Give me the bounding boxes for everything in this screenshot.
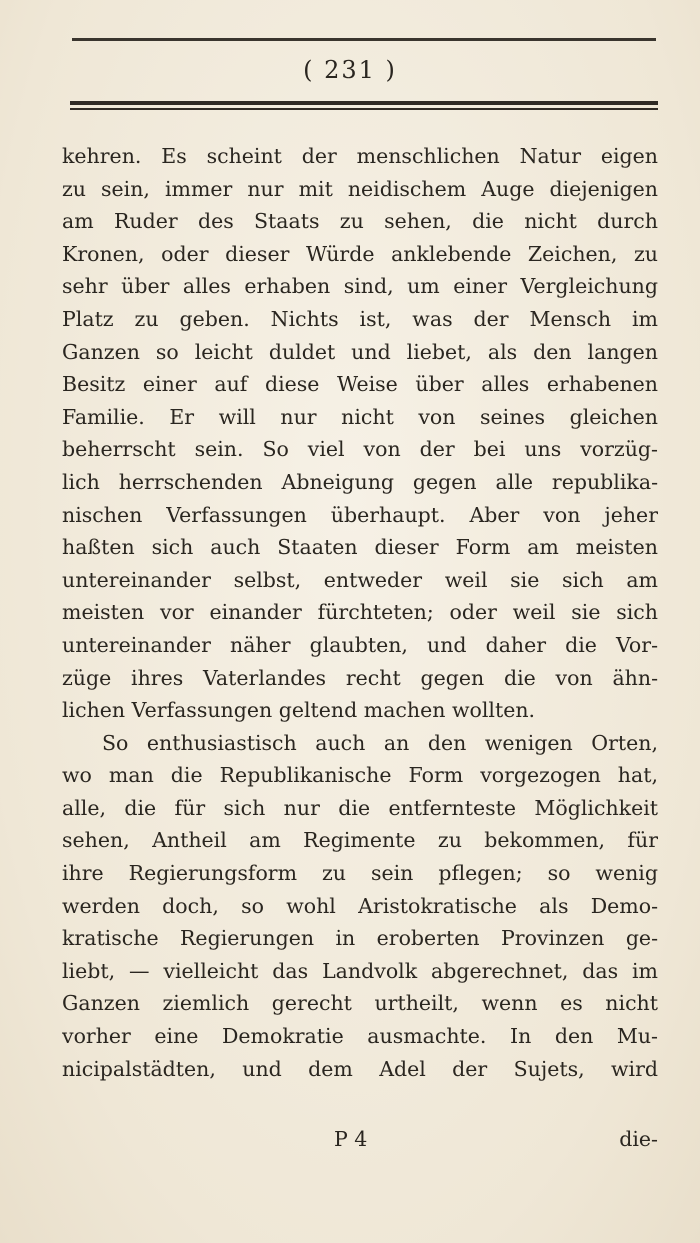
header-rule-thick <box>70 101 658 105</box>
text-line: züge ihres Vaterlandes recht gegen die von ähn- <box>62 665 658 690</box>
signature-mark: P 4 <box>334 1127 368 1151</box>
text-line: liebt, — vielleicht das Landvolk abgerechnet, das im <box>62 958 658 983</box>
text-line: Ganzen ziemlich gerecht urtheilt, wenn es nicht <box>62 991 658 1016</box>
text-line: lichen Verfassungen geltend machen wollten. <box>62 698 536 723</box>
text-line: alle, die für sich nur die entfernteste Möglichkeit <box>62 795 658 820</box>
text-line: vorher eine Demokratie ausmachte. In den Mu- <box>62 1024 658 1049</box>
text-line: sehen, Antheil am Regimente zu bekommen, für <box>62 828 658 853</box>
text-line: beherrscht sein. So viel von der bei uns vorzüg- <box>62 437 658 462</box>
text-line: am Ruder des Staats zu sehen, die nicht durch <box>62 209 658 234</box>
text-line: So enthusiastisch auch an den wenigen Orten, <box>102 730 658 755</box>
text-line: kehren. Es scheint der menschlichen Natur eigen <box>62 144 658 168</box>
text-line: ihre Regierungsform zu sein pflegen; so wenig <box>62 861 658 886</box>
text-line: sehr über alles erhaben sind, um einer Vergleichung <box>62 274 658 299</box>
text-line: nischen Verfassungen überhaupt. Aber von jeher <box>62 502 658 527</box>
text-line: Kronen, oder dieser Würde anklebende Zeichen, zu <box>62 241 658 266</box>
text-line: Ganzen so leicht duldet und liebet, als den langen <box>62 339 658 364</box>
text-line: zu sein, immer nur mit neidischem Auge diejenigen <box>62 176 658 201</box>
header-rule-top <box>72 38 656 41</box>
body-text <box>62 140 658 1085</box>
text-line: Platz zu geben. Nichts ist, was der Mensch im <box>62 306 658 331</box>
text-line: kratische Regierungen in eroberten Provinzen ge- <box>62 926 658 951</box>
catchword: die- <box>619 1127 658 1151</box>
text-line: Familie. Er will nur nicht von seines gleichen <box>62 404 658 429</box>
page-number: ( 231 ) <box>303 56 397 84</box>
text-line: Besitz einer auf diese Weise über alles erhabenen <box>62 372 658 397</box>
text-line: wo man die Republikanische Form vorgezogen hat, <box>62 763 658 788</box>
text-line: untereinander näher glaubten, und daher die Vor- <box>62 632 658 657</box>
text-line: meisten vor einander fürchteten; oder weil sie sich <box>62 600 658 625</box>
text-line: nicipalstädten, und dem Adel der Sujets, wird <box>62 1056 658 1081</box>
text-line: lich herrschenden Abneigung gegen alle republika- <box>62 469 658 494</box>
header-rule-thin <box>70 108 658 110</box>
text-line: haßten sich auch Staaten dieser Form am meisten <box>62 535 658 560</box>
page-footer <box>62 1122 658 1156</box>
text-line: untereinander selbst, entweder weil sie sich am <box>62 567 658 592</box>
text-line: werden doch, so wohl Aristokratische als Demo- <box>62 893 658 918</box>
